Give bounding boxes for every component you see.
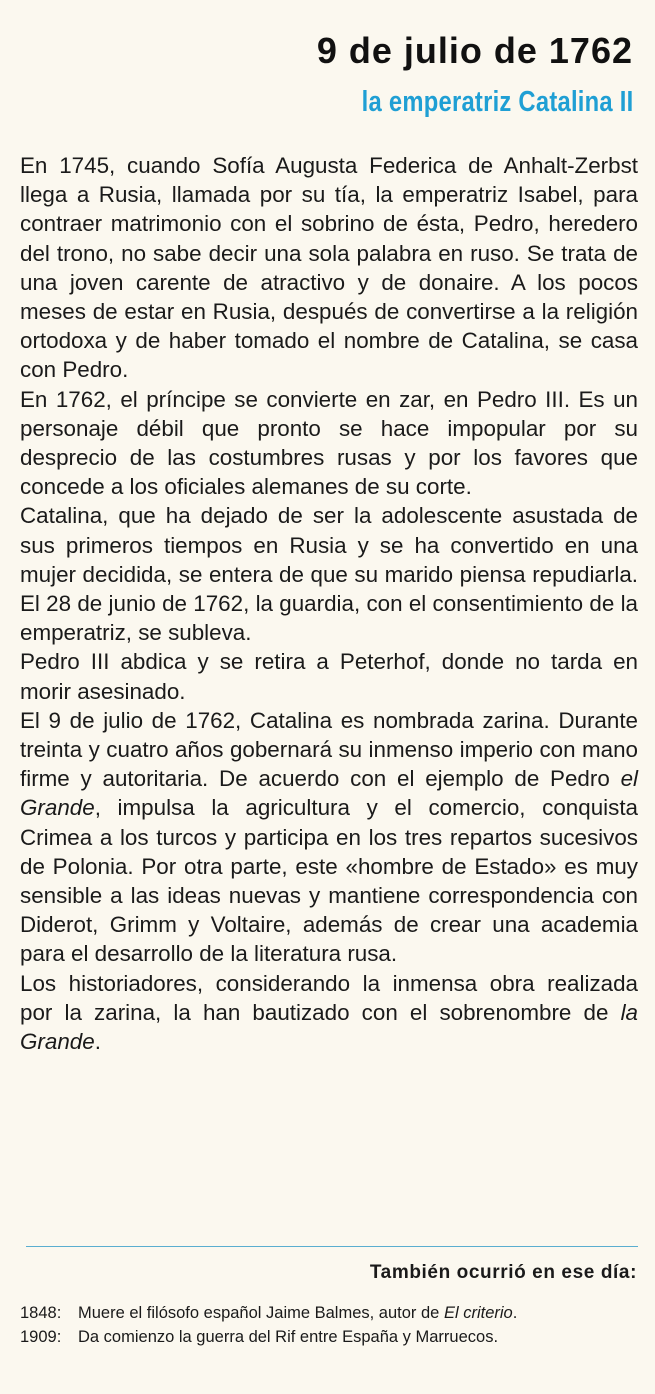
paragraph-5-text-b: , impulsa la agricultura y el comercio, conquista Crimea a los turcos y participa en los tres repartos sucesivos de Polonia. Por otra parte, este «hombre de Estado» es muy sensible a las ideas nuevas y mantiene correspondencia con Diderot, Grimm y Voltaire, además de crear una academia para el desarrollo de la literatura rusa. bbox=[20, 795, 638, 967]
article-body bbox=[20, 151, 638, 1056]
page-subtitle: la emperatriz Catalina II bbox=[361, 86, 633, 118]
also-happened-heading: También ocurrió en ese día: bbox=[369, 1262, 637, 1283]
event-text-italic: El criterio bbox=[443, 1304, 513, 1322]
event-item bbox=[20, 1302, 640, 1324]
event-year: 1848: bbox=[20, 1304, 62, 1322]
paragraph-5 bbox=[20, 706, 638, 969]
event-text bbox=[78, 1302, 640, 1324]
paragraph-6 bbox=[20, 969, 638, 1057]
paragraph-6-text-a: Los historiadores, considerando la inmensa obra realizada por la zarina, la han bautizado con el sobrenombre de bbox=[20, 970, 638, 1025]
paragraph-5-text-a: El 9 de julio de 1762, Catalina es nombrada zarina. Durante treinta y cuatro años gobernará su inmenso imperio con mano firme y autoritaria. De acuerdo con el ejemplo de Pedro bbox=[20, 707, 638, 792]
section-divider bbox=[26, 1246, 638, 1247]
paragraph-3: Catalina, que ha dejado de ser la adolescente asustada de sus primeros tiempos en Rusia y se ha convertido en una mujer decidida, se entera de que su marido piensa repudiarla. El 28 de junio de 1762, la guardia, con el consentimiento de la emperatriz, se subleva. bbox=[20, 503, 638, 646]
event-item bbox=[20, 1326, 640, 1348]
event-text-a: Da comienzo la guerra del Rif entre España y Marruecos. bbox=[78, 1328, 499, 1346]
event-text-a: Muere el filósofo español Jaime Balmes, autor de bbox=[78, 1304, 444, 1322]
event-text bbox=[78, 1326, 640, 1348]
page-title: 9 de julio de 1762 bbox=[316, 30, 633, 71]
events-list bbox=[20, 1302, 640, 1350]
paragraph-6-italic: la Grande bbox=[20, 999, 638, 1055]
event-text-b: . bbox=[512, 1304, 518, 1322]
paragraph-4: Pedro III abdica y se retira a Peterhof, donde no tarda en morir asesinado. bbox=[20, 649, 638, 704]
paragraph-1: En 1745, cuando Sofía Augusta Federica de Anhalt-Zerbst llega a Rusia, llamada por su tía, la emperatriz Isabel, para contraer matrimonio con el sobrino de ésta, Pedro, heredero del trono, no sabe decir una sola palabra en ruso. Se trata de una joven carente de atractivo y de donaire. A los pocos meses de estar en Rusia, después de convertirse a la religión ortodoxa y de haber tomado el nombre de Catalina, se casa con Pedro. bbox=[20, 153, 638, 383]
paragraph-2: En 1762, el príncipe se convierte en zar, en Pedro III. Es un personaje débil que pronto se hace impopular por su desprecio de las costumbres rusas y por los favores que concede a los oficiales alemanes de su corte. bbox=[20, 386, 638, 500]
paragraph-5-italic: el Grande bbox=[20, 766, 638, 821]
paragraph-6-text-b: . bbox=[94, 1029, 101, 1055]
event-year: 1909: bbox=[20, 1328, 62, 1346]
